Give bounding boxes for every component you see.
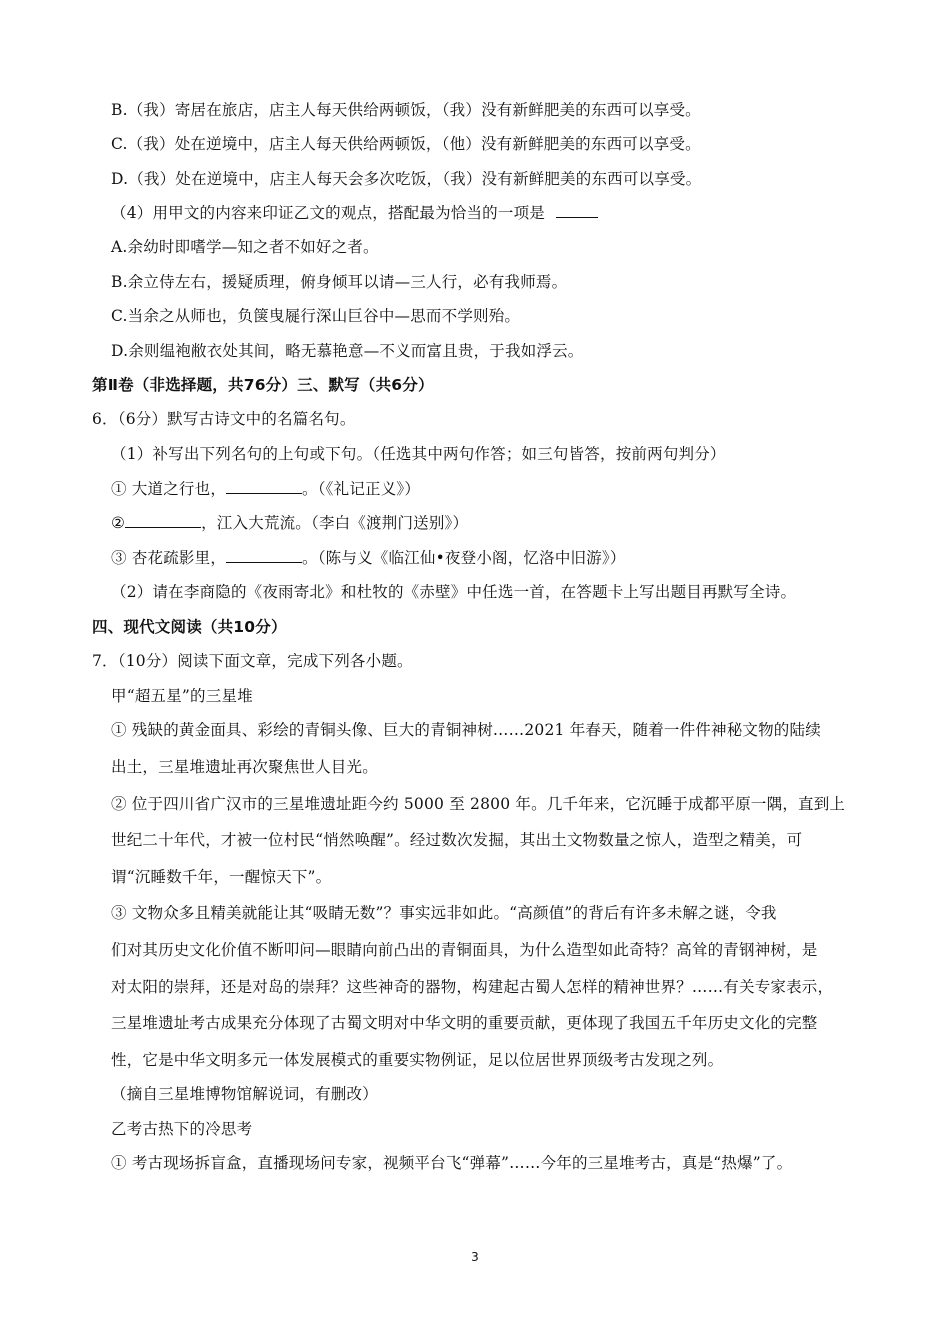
q5-4-option-d: D.余则缊袍敝衣处其间，略无慕艳意—不义而富且贵，于我如浮云。	[111, 342, 584, 360]
text-a-p3-line-5: 性，它是中华文明多元一体发展模式的重要实物例证，足以位居世界顶级考古发现之列。	[111, 1051, 724, 1069]
answer-blank[interactable]	[226, 548, 302, 563]
q5-4-stem-text: （4）用甲文的内容来印证乙文的观点，搭配最为恰当的一项是	[111, 204, 545, 222]
q6-item-3	[111, 548, 626, 568]
text-a-source: （摘自三星堆博物馆解说词，有删改）	[111, 1085, 378, 1103]
q5-3-option-c: C.（我）处在逆境中，店主人每天供给两顿饭，（他）没有新鲜肥美的东西可以享受。	[111, 135, 701, 153]
q5-3-option-b: B.（我）寄居在旅店，店主人每天供给两顿饭，（我）没有新鲜肥美的东西可以享受。	[111, 101, 701, 119]
text-a-p2-line-2: 世纪二十年代，才被一位村民“悄然唤醒”。经过数次发掘，其出土文物数量之惊人，造型之精美，可	[111, 831, 803, 849]
text-a-p3-line-3: 对太阳的崇拜，还是对岛的崇拜？这些神奇的器物，构建起古蜀人怎样的精神世界？……有关专家表示，	[111, 978, 834, 996]
text-a-p1-line-1: ① 残缺的黄金面具、彩绘的青铜头像、巨大的青铜神树……2021 年春天，随着一件件神秘文物的陆续	[111, 721, 821, 739]
q5-4-option-c: C.当余之从师也，负箧曳屣行深山巨谷中—思而不学则殆。	[111, 307, 521, 325]
text-a-p3-line-2: 们对其历史文化价值不断叩问—眼睛向前凸出的青铜面具，为什么造型如此奇特？高耸的青钢神树，是	[111, 941, 818, 959]
text-a-p3-line-1: ③ 文物众多且精美就能让其“吸睛无数”？事实远非如此。“高颜值”的背后有许多未解之谜，令我	[111, 904, 777, 922]
section-4-heading: 四、现代文阅读（共10分）	[92, 618, 287, 636]
q5-4-stem	[111, 203, 598, 223]
text-a-title: 甲“超五星”的三星堆	[111, 687, 253, 705]
q5-4-option-b: B.余立侍左右，援疑质理，俯身倾耳以请—三人行，必有我师焉。	[111, 273, 568, 291]
q6-item-2	[111, 513, 468, 533]
q6-item-1	[111, 479, 420, 499]
page-number: 3	[471, 1250, 479, 1264]
text-b-title: 乙考古热下的冷思考	[111, 1120, 253, 1138]
q6-sub1: （1）补写出下列名句的上句或下句。（任选其中两句作答；如三句皆答，按前两句判分）	[111, 445, 726, 463]
q6-item-1-pre: ① 大道之行也，	[111, 480, 227, 498]
text-a-p1-line-2: 出土，三星堆遗址再次聚焦世人目光。	[111, 758, 378, 776]
answer-blank[interactable]	[556, 203, 598, 218]
answer-blank[interactable]	[226, 479, 302, 494]
q5-3-option-d: D.（我）处在逆境中，店主人每天会多次吃饭，（我）没有新鲜肥美的东西可以享受。	[111, 170, 702, 188]
q6-item-3-post: 。（陈与义《临江仙•夜登小阁，忆洛中旧游》）	[302, 549, 626, 567]
text-b-p1-line-1: ① 考古现场拆盲盒，直播现场问专家，视频平台飞“弹幕”……今年的三星堆考古，真是“热爆”了。	[111, 1154, 793, 1172]
text-a-p3-line-4: 三星堆遗址考古成果充分体现了古蜀文明对中华文明的重要贡献，更体现了我国五千年历史文化的完整	[111, 1014, 818, 1032]
q6-stem: 6．（6分）默写古诗文中的名篇名句。	[92, 410, 356, 428]
q6-item-1-post: 。（《礼记正义》）	[302, 480, 421, 498]
text-a-p2-line-3: 谓“沉睡数千年，一醒惊天下”。	[111, 868, 332, 886]
answer-blank[interactable]	[125, 513, 201, 528]
q6-sub2: （2）请在李商隐的《夜雨寄北》和杜牧的《赤壁》中任选一首，在答题卡上写出题目再默写全诗。	[111, 583, 797, 601]
q6-item-3-pre: ③ 杏花疏影里，	[111, 549, 227, 567]
q5-4-option-a: A.余幼时即嗜学—知之者不如好之者。	[111, 238, 379, 256]
section-2-heading: 第Ⅱ卷（非选择题，共76分）三、默写（共6分）	[92, 376, 434, 394]
text-a-p2-line-1: ② 位于四川省广汉市的三星堆遗址距今约 5000 至 2800 年。几千年来，它沉睡于成都平原一隅，直到上	[111, 795, 846, 813]
q6-item-2-post: ，江入大荒流。（李白《渡荆门送别》）	[201, 514, 469, 532]
q6-item-2-pre: ②	[111, 514, 126, 532]
q7-stem: 7．（10分）阅读下面文章，完成下列各小题。	[92, 652, 413, 670]
